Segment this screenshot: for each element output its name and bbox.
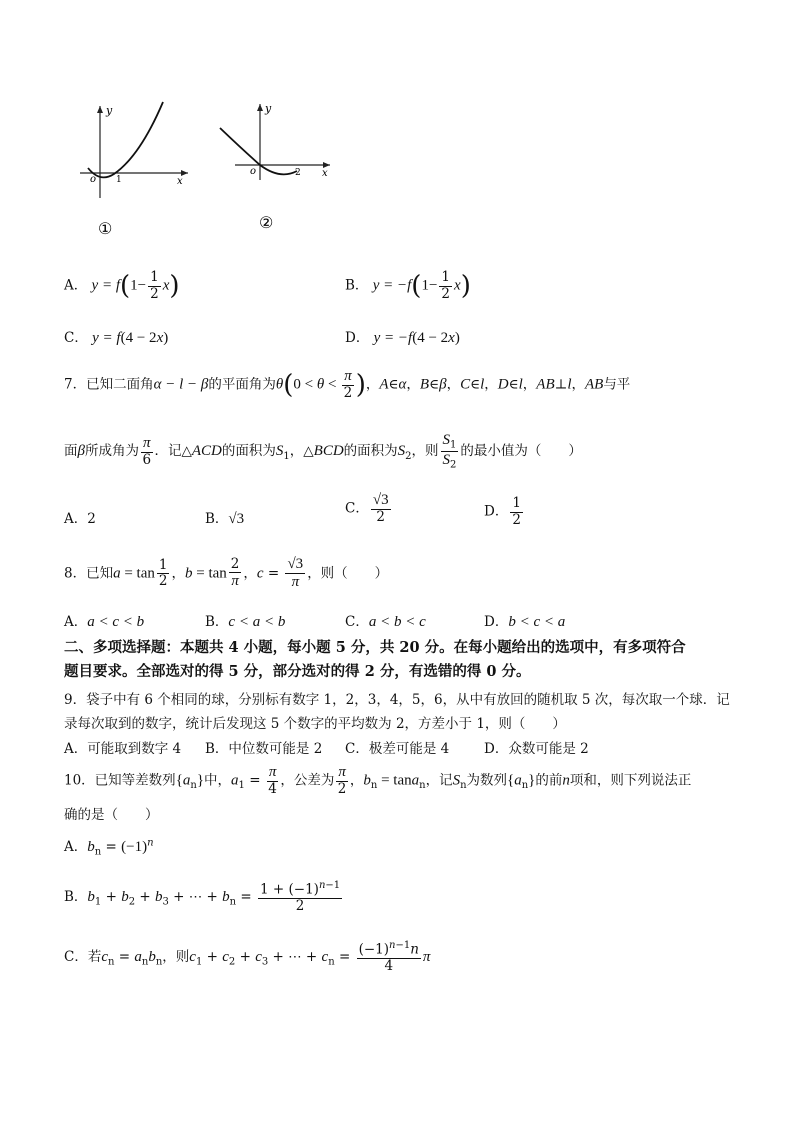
q9-option-a[interactable]: A．可能取到数字 4 (64, 741, 182, 757)
option-letter: D． (345, 330, 370, 346)
option-letter: C． (64, 330, 88, 346)
y-axis-arrow (97, 106, 103, 113)
q7-stem-line2: 面β所成角为 $\frac{\pi}{6}$ ．记△ACD的面积为$S_1$，△BCD的面积为$S_2$，则 $\frac{S_1}{S_2}$ 的最小值为（ ） (64, 432, 582, 471)
root-label: 1 (116, 175, 122, 185)
q8-option-a[interactable]: A．a < c < b (64, 614, 145, 630)
curve-1 (88, 102, 163, 177)
section-heading-line2: 题目要求。全部选对的得 5 分，部分选对的得 2 分，有选错的得 0 分。 (64, 663, 531, 680)
q10-stem-line1: 10．已知等差数列$\{a_n\}$中，$a_1$ = $\frac{\pi}{4}$ ，公差为 $\frac{\pi}{2}$ ，$b_n = \tan a_n$，记$S_n$为数列$\{a_n\}$的前n项和，则下列说法正 (64, 764, 692, 798)
q8-option-c[interactable]: C．a < b < c (345, 614, 426, 630)
option-letter: A． (64, 277, 88, 294)
q6-option-a[interactable]: A． y = f(1− $\frac{1}{2}$ x) (64, 269, 180, 302)
y-label: y (106, 104, 113, 117)
q7-option-d[interactable]: D． $\frac{1}{2}$ (484, 495, 521, 528)
q7-option-c[interactable]: C． $\frac{√3}{2}$ (345, 492, 389, 526)
q6-option-c[interactable]: C． y = f(4 − 2x) (64, 330, 169, 346)
q6-option-d[interactable]: D． y = −f(4 − 2x) (345, 330, 460, 346)
graph-figure-1 (70, 98, 200, 248)
curve-2 (220, 128, 297, 174)
q7-option-b[interactable]: B．√3 (205, 511, 245, 527)
figure-number: ② (259, 213, 274, 232)
q10-option-b[interactable]: B．$b_1 + b_2 + b_3$ + ⋯ + $b_n$ = $\frac{1 + (-1)^{n-1}}{2}$ (64, 880, 341, 915)
x-label: x (177, 176, 183, 187)
q9-option-b[interactable]: B．中位数可能是 2 (205, 741, 323, 757)
q10-option-c[interactable]: C．若$c_n = a_nb_n$，则$c_1 + c_2 + c_3$ + ⋯ + $c_n$ = $\frac{(-1)^{n-1}n}{4}$ π (64, 940, 431, 975)
q10-option-a[interactable]: A．$b_n = (-1)^n$ (64, 837, 154, 858)
origin-label: o (250, 166, 257, 177)
option-letter: B． (345, 277, 369, 294)
q8-stem: 8．已知a = tan $\frac{1}{2}$ ，b = tan $\frac{2}{\pi}$ ，c = $\frac{√3}{\pi}$ ，则（ ） (64, 555, 389, 591)
y-label: y (265, 102, 272, 115)
origin-label: o (90, 174, 97, 185)
q8-option-d[interactable]: D．b < c < a (484, 614, 566, 630)
figure-number: ① (98, 219, 113, 238)
q7-option-a[interactable]: A．2 (64, 511, 96, 527)
q9-stem-line2: 录每次取到的数字，统计后发现这 5 个数字的平均数为 2，方差小于 1，则（ ） (64, 716, 566, 732)
root-label: 2 (295, 168, 301, 178)
x-label: x (322, 168, 328, 179)
q9-option-d[interactable]: D．众数可能是 2 (484, 741, 589, 757)
y-axis-arrow (257, 104, 263, 111)
q7-stem-line1: 7．已知二面角α − l − β的平面角为θ(0 < θ < $\frac{\pi}{2}$ )，A∈α，B∈β，C∈l，D∈l，AB⊥l，AB与平 (64, 368, 631, 402)
section-heading-line1: 二、多项选择题：本题共 4 小题，每小题 5 分，共 20 分。在每小题给出的选项中，有多项符合 (64, 639, 686, 656)
graph-figure-2 (215, 98, 345, 248)
q10-stem-line2: 确的是（ ） (64, 807, 159, 823)
q6-option-b[interactable]: B． y = −f(1− $\frac{1}{2}$ x) (345, 269, 471, 302)
q8-option-b[interactable]: B．c < a < b (205, 614, 286, 630)
q9-option-c[interactable]: C．极差可能是 4 (345, 741, 450, 757)
q9-stem-line1: 9．袋子中有 6 个相同的球，分别标有数字 1，2，3，4，5，6，从中有放回的随机取 5 次，每次取一个球．记 (64, 692, 730, 708)
